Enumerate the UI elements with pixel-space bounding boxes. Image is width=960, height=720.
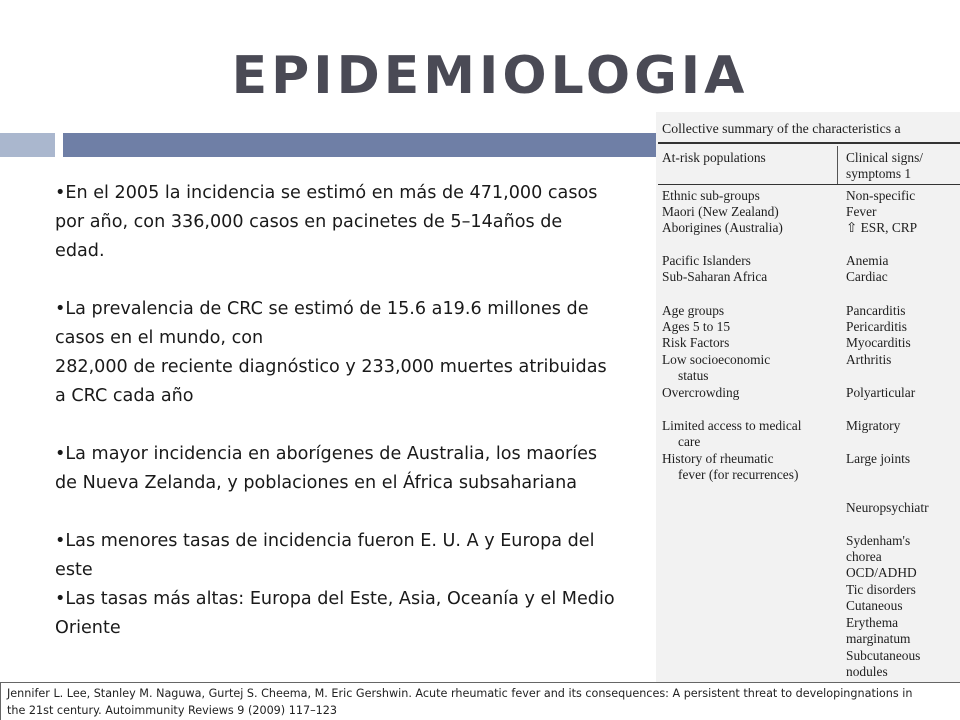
bullet-lowest-rates: •Las menores tasas de incidencia fueron E. U. A y Europa del este [55, 531, 595, 580]
table-rule-top [658, 142, 960, 144]
table-cell-left: Ages 5 to 15 [662, 319, 731, 334]
table-cell-right: Tic disorders [846, 582, 916, 597]
table-cell-left: Ethnic sub-groups [662, 188, 760, 203]
table-cell-left: fever (for recurrences) [678, 467, 799, 482]
table-caption: Collective summary of the characteristics a [662, 121, 901, 136]
table-cell-left: Maori (New Zealand) [662, 204, 779, 219]
table-header-right-line1: Clinical signs/ [846, 150, 923, 165]
table-cell-left: Limited access to medical [662, 418, 802, 433]
table-cell-left: History of rheumatic [662, 451, 774, 466]
table-cell-left: Low socioeconomic [662, 352, 771, 367]
table-cell-right: chorea [846, 549, 882, 564]
table-cell-right: Pancarditis [846, 303, 906, 318]
table-cell-left: care [678, 434, 701, 449]
table-rule-header [658, 184, 960, 185]
bullet-prevalence: •La prevalencia de CRC se estimó de 15.6 a19.6 millones de casos en el mundo, con [55, 299, 589, 348]
title-accent-bar-small [0, 133, 55, 157]
table-header-right-line2: symptoms 1 [846, 166, 912, 181]
table-cell-right: Migratory [846, 418, 901, 433]
table-cell-right: Erythema [846, 615, 899, 630]
table-cell-left: status [678, 368, 709, 383]
summary-table-image [656, 112, 960, 682]
table-cell-left: Risk Factors [662, 335, 730, 350]
table-cell-right: Arthritis [846, 352, 892, 367]
table-cell-right: Sydenham's [846, 533, 911, 548]
table-cell-right: Polyarticular [846, 385, 916, 400]
bullet-highest-incidence-populations: •La mayor incidencia en aborígenes de Australia, los maoríes de Nueva Zelanda, y poblaciones en el África subsahariana [55, 444, 598, 493]
table-cell-right: Anemia [846, 253, 889, 268]
citation-footer [0, 682, 960, 720]
table-cell-right: Myocarditis [846, 335, 911, 350]
bullet-incidence-2005: •En el 2005 la incidencia se estimó en más de 471,000 casos por año, con 336,000 casos en pacinetes de 5–14años de edad. [55, 183, 598, 261]
table-cell-left: Aborigines (Australia) [662, 220, 783, 235]
bullet-highest-rates: •Las tasas más altas: Europa del Este, Asia, Oceanía y el Medio Oriente [55, 589, 615, 638]
table-cell-right: OCD/ADHD [846, 565, 917, 580]
table-cell-right: Cardiac [846, 269, 888, 284]
table-header-left: At-risk populations [662, 150, 766, 165]
citation-line-2: the 21st century. Autoimmunity Reviews 9 (2009) 117–123 [7, 704, 338, 717]
table-cell-right: nodules [846, 664, 888, 679]
table-cell-left: Pacific Islanders [662, 253, 751, 268]
table-cell-right: Pericarditis [846, 319, 907, 334]
slide-title: EPIDEMIOLOGIA [231, 46, 749, 106]
table-cell-right: Non-specific [846, 188, 916, 203]
table-cell-left: Overcrowding [662, 385, 740, 400]
bullet-prevalence-continued: 282,000 de reciente diagnóstico y 233,000 muertes atribuidas a CRC cada año [55, 357, 607, 406]
table-cell-left: Age groups [662, 303, 725, 318]
table-cell-right: Large joints [846, 451, 911, 466]
table-cell-right: marginatum [846, 631, 911, 646]
table-cell-right: Cutaneous [846, 598, 903, 613]
table-column-divider [837, 146, 838, 184]
table-cell-right: Neuropsychiatr [846, 500, 929, 515]
table-cell-right: ⇧ ESR, CRP [846, 220, 918, 235]
table-cell-right: Subcutaneous [846, 648, 921, 663]
table-cell-right: Fever [846, 204, 877, 219]
bullet-list [55, 179, 615, 643]
table-cell-left: Sub-Saharan Africa [662, 269, 768, 284]
citation-line-1: Jennifer L. Lee, Stanley M. Naguwa, Gurtej S. Cheema, M. Eric Gershwin. Acute rheumatic fever and its consequences: A persistent threat to developingnations in [7, 687, 913, 700]
